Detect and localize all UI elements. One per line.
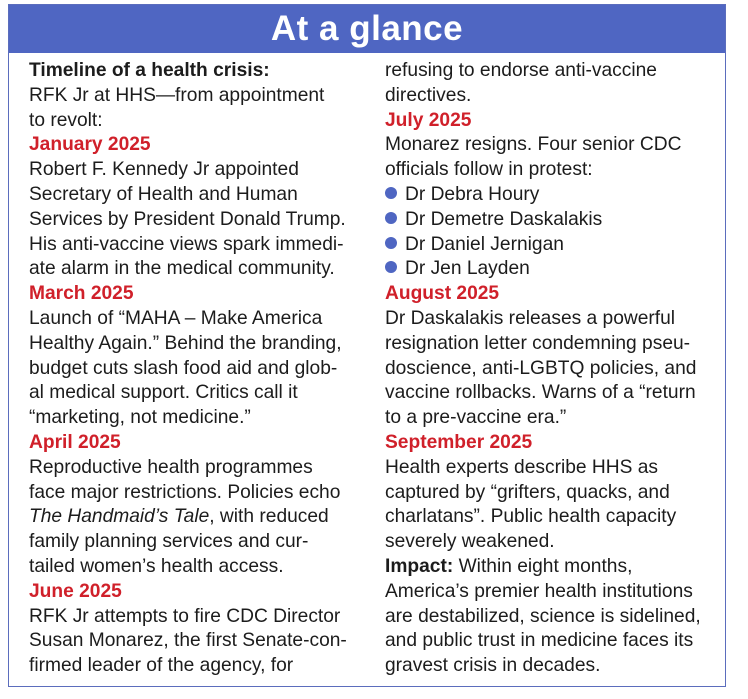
bullet-icon [385, 261, 397, 273]
entry-line: are destabilized, science is sidelined, [385, 605, 701, 627]
book-title: The Handmaid’s Tale [29, 506, 210, 528]
date-heading-august: August 2025 [385, 283, 500, 305]
date-heading-january: January 2025 [29, 134, 151, 156]
official-name: Dr Demetre Daskalakis [405, 208, 603, 230]
entry-line: Launch of “MAHA – Make America [29, 307, 323, 329]
impact-line [385, 555, 721, 580]
entry-line: ate alarm in the medical community. [29, 258, 335, 280]
entry-line: vaccine rollbacks. Warns of a “return [385, 382, 696, 404]
bullet-icon [385, 212, 397, 224]
official-name: Dr Debra Houry [405, 183, 540, 205]
entry-line: family planning services and cur- [29, 531, 309, 553]
entry-line: directives. [385, 84, 472, 106]
official-list-item [385, 257, 721, 282]
entry-line: Healthy Again.” Behind the branding, [29, 332, 342, 354]
entry-line: Monarez resigns. Four senior CDC [385, 134, 682, 156]
entry-line: tailed women’s health access. [29, 555, 284, 577]
official-name: Dr Daniel Jernigan [405, 233, 564, 255]
bullet-icon [385, 187, 397, 199]
entry-line [29, 505, 373, 530]
left-column [29, 59, 373, 679]
bullet-icon [385, 237, 397, 249]
date-heading-march: March 2025 [29, 283, 134, 305]
entry-line: Dr Daskalakis releases a powerful [385, 307, 676, 329]
official-list-item [385, 183, 721, 208]
entry-line: Robert F. Kennedy Jr appointed [29, 159, 299, 181]
entry-line: Secretary of Health and Human [29, 183, 298, 205]
impact-text: Within eight months, [453, 555, 633, 577]
entry-line: budget cuts slash food aid and glob- [29, 357, 338, 379]
entry-line: Reproductive health programmes [29, 456, 313, 478]
entry-line: Health experts describe HHS as [385, 456, 659, 478]
entry-line: al medical support. Critics call it [29, 382, 298, 404]
entry-line-rest: , with reduced [209, 506, 329, 528]
entry-line: RFK Jr attempts to fire CDC Director [29, 605, 341, 627]
official-list-item [385, 233, 721, 258]
entry-line: captured by “grifters, quacks, and [385, 481, 670, 503]
official-name: Dr Jen Layden [405, 258, 530, 280]
entry-line: Susan Monarez, the first Senate-con- [29, 630, 347, 652]
intro-heading: Timeline of a health crisis: [29, 60, 270, 81]
date-heading-june: June 2025 [29, 580, 122, 602]
entry-line: resignation letter condemning pseu- [385, 332, 691, 354]
entry-line: His anti-vaccine views spark immedi- [29, 233, 344, 255]
date-heading-april: April 2025 [29, 431, 121, 453]
entry-line: gravest crisis in decades. [385, 655, 601, 677]
impact-label: Impact: [385, 555, 454, 577]
official-list-item [385, 208, 721, 233]
entry-line: and public trust in medicine faces its [385, 630, 694, 652]
entry-line: charlatans”. Public health capacity [385, 506, 677, 528]
entry-line: severely weakened. [385, 531, 555, 553]
right-column [385, 59, 721, 679]
entry-line: refusing to endorse anti-vaccine [385, 60, 657, 81]
box-title: At a glance [270, 9, 464, 48]
entry-line: firmed leader of the agency, for [29, 655, 294, 677]
date-heading-july: July 2025 [385, 109, 472, 131]
header-bar [9, 5, 725, 53]
date-heading-september: September 2025 [385, 431, 533, 453]
entry-line: America’s premier health institutions [385, 580, 693, 602]
entry-line: doscience, anti-LGBTQ policies, and [385, 357, 697, 379]
intro-line: to revolt: [29, 109, 103, 131]
entry-line: officials follow in protest: [385, 159, 593, 181]
intro-line: RFK Jr at HHS—from appointment [29, 84, 325, 106]
entry-line: “marketing, not medicine.” [29, 407, 251, 429]
entry-line: to a pre-vaccine era.” [385, 407, 567, 429]
at-a-glance-box [8, 4, 726, 687]
entry-line: Services by President Donald Trump. [29, 208, 346, 230]
entry-line: face major restrictions. Policies echo [29, 481, 341, 503]
